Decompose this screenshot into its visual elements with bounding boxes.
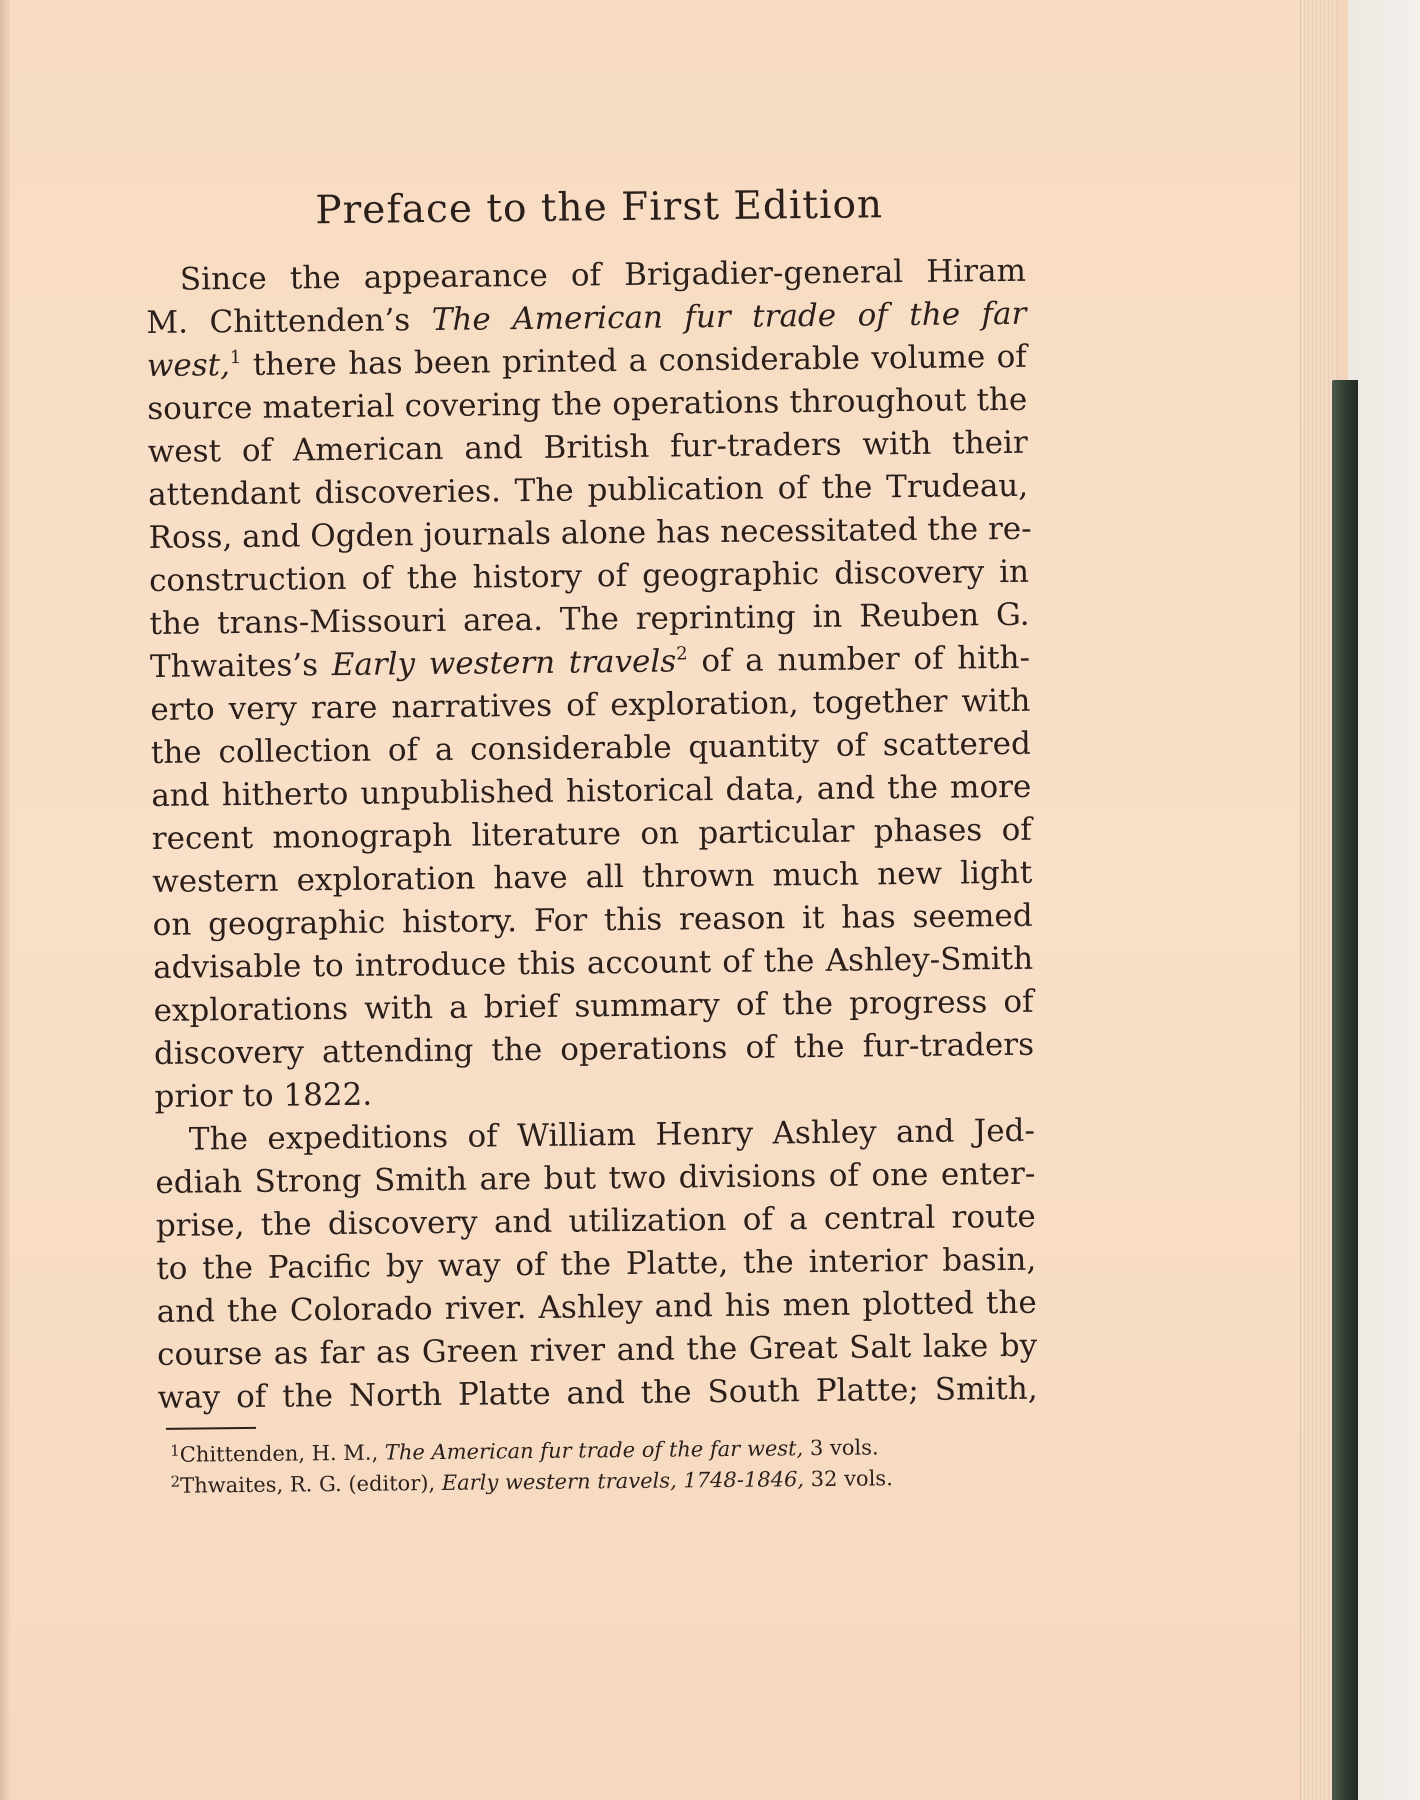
text-line: explorations with a brief summary of the progress of	[153, 983, 1034, 1029]
text-line: to the Pacific by way of the Platte, the interior basin,	[156, 1241, 1037, 1287]
text-line: the collection of a considerable quantity of scattered	[150, 725, 1032, 771]
footnote-text: Chittenden, H. M.,	[179, 1440, 385, 1467]
page-text	[145, 181, 1039, 1502]
footnote-text: Thwaites, R. G. (editor),	[179, 1470, 442, 1498]
text-line: construction of the history of geographic discovery in	[148, 553, 1030, 599]
text-line: The expeditions of William Henry Ashley and Jed-	[188, 1112, 1036, 1158]
background-surface	[1348, 0, 1420, 1800]
footnote-number: 1	[170, 1441, 180, 1460]
text-line: Since the appearance of Brigadier-general Hiram	[179, 252, 1027, 298]
text-line: Ross, and Ogden journals alone has necessitated the re-	[148, 510, 1032, 556]
text-line: west of American and British fur-traders with their	[147, 424, 1028, 470]
text-line: attendant discoveries. The publication of the Trudeau,	[148, 467, 1029, 513]
page-gutter	[0, 0, 10, 1800]
text-line: western exploration have all thrown much new light	[152, 854, 1033, 900]
text-span: Thwaites’s	[149, 647, 332, 685]
footnote-title: The American fur trade of the far west,	[384, 1436, 804, 1465]
text-line: erto very rare narratives of exploration, together with	[150, 682, 1031, 728]
footnote-marker: 1	[229, 347, 242, 369]
paragraph-2	[155, 1110, 1038, 1420]
paragraph-1	[146, 250, 1035, 1119]
text-line: discovery attending the operations of the fur-traders	[153, 1026, 1035, 1072]
text-line: ediah Strong Smith are but two divisions of one enter-	[155, 1155, 1036, 1201]
footnote-divider	[166, 1427, 256, 1430]
text-line: advisable to introduce this account of the Ashley-Smith	[152, 940, 1034, 986]
footnote-title: Early western travels, 1748-1846,	[441, 1467, 805, 1495]
text-line: and hitherto unpublished historical data, and the more	[151, 768, 1032, 814]
text-line: and the Colorado river. Ashley and his men plotted the	[156, 1284, 1037, 1330]
text-span: of a number of hith-	[687, 639, 1031, 680]
text-line: source material covering the operations throughout the	[147, 381, 1028, 427]
footnote-text: 32 vols.	[803, 1466, 893, 1492]
italic-title: west,	[146, 347, 231, 384]
footnote-text: 3 vols.	[803, 1435, 879, 1461]
italic-title: Early western travels	[331, 643, 677, 684]
page-title: Preface to the First Edition	[315, 182, 884, 234]
italic-title: The American fur trade of the far	[431, 295, 1027, 339]
text-line: prior to 1822.	[154, 1076, 373, 1115]
text-line: prise, the discovery and utilization of a central route	[155, 1198, 1036, 1244]
book-cover-edge	[1332, 380, 1358, 1800]
text-span: M. Chittenden’s	[146, 302, 432, 341]
text-line: the trans-Missouri area. The reprinting in Reuben G.	[149, 596, 1030, 642]
text-span: there has been printed a considerable volume of	[241, 338, 1027, 383]
text-line: recent monograph literature on particular phases of	[151, 811, 1032, 857]
text-line: way of the North Platte and the South Platte; Smith,	[157, 1370, 1038, 1416]
text-line: on geographic history. For this reason it has seemed	[152, 897, 1033, 943]
footnote-marker: 2	[676, 643, 688, 665]
text-line: course as far as Green river and the Great Salt lake by	[157, 1327, 1038, 1373]
footnote-number: 2	[170, 1472, 181, 1491]
